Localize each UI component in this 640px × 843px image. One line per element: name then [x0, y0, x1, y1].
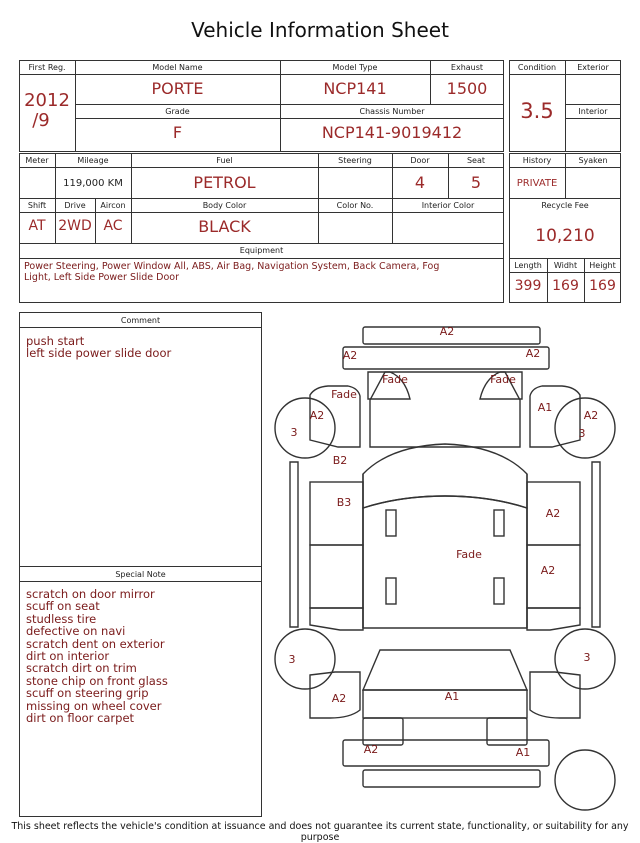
disclaimer-footer: This sheet reflects the vehicle's condition at issuance and does not guarantee its current state, functionality, or suitability for any purpose	[11, 821, 629, 843]
model-name: PORTE	[151, 79, 204, 98]
exhaust-label: Exhaust	[450, 63, 484, 72]
special-note-line: scratch dirt on trim	[26, 661, 137, 676]
height-label: Height	[589, 261, 616, 270]
condition-label: Condition	[517, 63, 557, 72]
grade: F	[172, 123, 183, 142]
width: 169	[552, 278, 579, 294]
color-no-label: Color No.	[336, 201, 374, 210]
equipment-line-1: Power Steering, Power Window All, ABS, Air Bag, Navigation System, Back Camera, Fog	[24, 261, 440, 272]
comment-line: left side power slide door	[26, 346, 172, 361]
special-note-line: scuff on seat	[26, 599, 100, 614]
width-label: Widht	[553, 261, 578, 270]
damage-mark: B3	[336, 496, 352, 509]
length: 399	[514, 278, 542, 294]
comment-line: push start	[26, 334, 85, 348]
chassis-label: Chassis Number	[359, 107, 425, 116]
interior-label: Interior	[578, 107, 608, 116]
condition-score: 3.5	[520, 99, 554, 123]
damage-mark: B2	[332, 454, 348, 467]
special-note-line: stone chip on front glass	[26, 673, 168, 688]
damage-mark: 3	[288, 653, 296, 666]
special-note-line: scratch on door mirror	[26, 587, 155, 601]
seat-label: Seat	[466, 156, 486, 165]
first-reg-label: First Reg.	[28, 63, 66, 72]
damage-mark: A2	[342, 349, 358, 362]
comment-label: Comment	[120, 316, 161, 325]
damage-mark: A2	[331, 692, 347, 705]
damage-mark: A2	[363, 743, 379, 756]
damage-mark: A2	[525, 347, 541, 360]
body-color-label: Body Color	[202, 201, 247, 210]
equipment-label: Equipment	[239, 246, 284, 255]
shift: AT	[28, 218, 46, 234]
damage-mark: A2	[439, 325, 455, 338]
special-note-line: scratch dent on exterior	[26, 636, 165, 651]
fuel-label: Fuel	[216, 156, 233, 165]
fuel: PETROL	[193, 173, 256, 192]
chassis-number: NCP141-9019412	[321, 123, 463, 142]
damage-mark: 3	[583, 651, 591, 664]
damage-mark: 3	[290, 426, 298, 439]
sheet-title: Vehicle Information Sheet	[191, 18, 449, 42]
damage-mark: A1	[444, 690, 460, 703]
aircon: AC	[103, 218, 123, 234]
height: 169	[589, 278, 616, 294]
special-note-line: missing on wheel cover	[26, 698, 162, 713]
model-name-label: Model Name	[152, 63, 203, 72]
damage-mark: Fade	[456, 548, 482, 561]
length-label: Length	[514, 261, 542, 270]
aircon-label: Aircon	[100, 201, 126, 210]
special-note-label: Special Note	[115, 570, 166, 579]
door-count: 4	[414, 173, 426, 192]
body-color: BLACK	[198, 217, 251, 236]
recycle-fee-label: Recycle Fee	[541, 201, 589, 210]
seat-count: 5	[470, 173, 482, 192]
history: PRIVATE	[516, 178, 558, 189]
special-note-line: dirt on floor carpet	[26, 711, 135, 726]
damage-mark: Fade	[382, 373, 408, 386]
damage-mark: A1	[515, 746, 531, 759]
model-type: NCP141	[323, 79, 387, 98]
door-label: Door	[410, 156, 430, 165]
exterior-label: Exterior	[577, 63, 609, 72]
damage-mark: A1	[537, 401, 553, 414]
exhaust: 1500	[446, 79, 488, 98]
damage-mark: Fade	[331, 388, 357, 401]
damage-mark: A2	[583, 409, 599, 422]
drive-label: Drive	[64, 201, 86, 210]
shift-label: Shift	[27, 201, 47, 210]
model-type-label: Model Type	[332, 63, 378, 72]
mileage-label: Mileage	[77, 156, 109, 165]
special-note-line: dirt on interior	[26, 649, 110, 664]
history-label: History	[522, 156, 552, 165]
damage-mark: Fade	[490, 373, 516, 386]
first-reg-year: 2012	[24, 90, 70, 111]
mileage: 119,000 KM	[63, 178, 123, 189]
syaken-label: Syaken	[578, 156, 608, 165]
drive: 2WD	[58, 218, 92, 234]
special-note-line: studless tire	[26, 611, 97, 626]
damage-mark: A2	[309, 409, 325, 422]
interior-color-label: Interior Color	[421, 201, 475, 210]
first-reg-month: /9	[32, 110, 50, 131]
damage-mark: A2	[545, 507, 561, 520]
damage-mark: A2	[540, 564, 556, 577]
damage-mark: 3	[578, 427, 586, 440]
grade-label: Grade	[165, 107, 190, 116]
special-note-line: scuff on steering grip	[26, 686, 149, 701]
steering-label: Steering	[338, 156, 372, 165]
special-note-line: defective on navi	[26, 624, 126, 639]
recycle-fee: 10,210	[535, 226, 595, 246]
meter-label: Meter	[25, 156, 49, 165]
equipment-line-2: Light, Left Side Power Slide Door	[24, 272, 179, 283]
